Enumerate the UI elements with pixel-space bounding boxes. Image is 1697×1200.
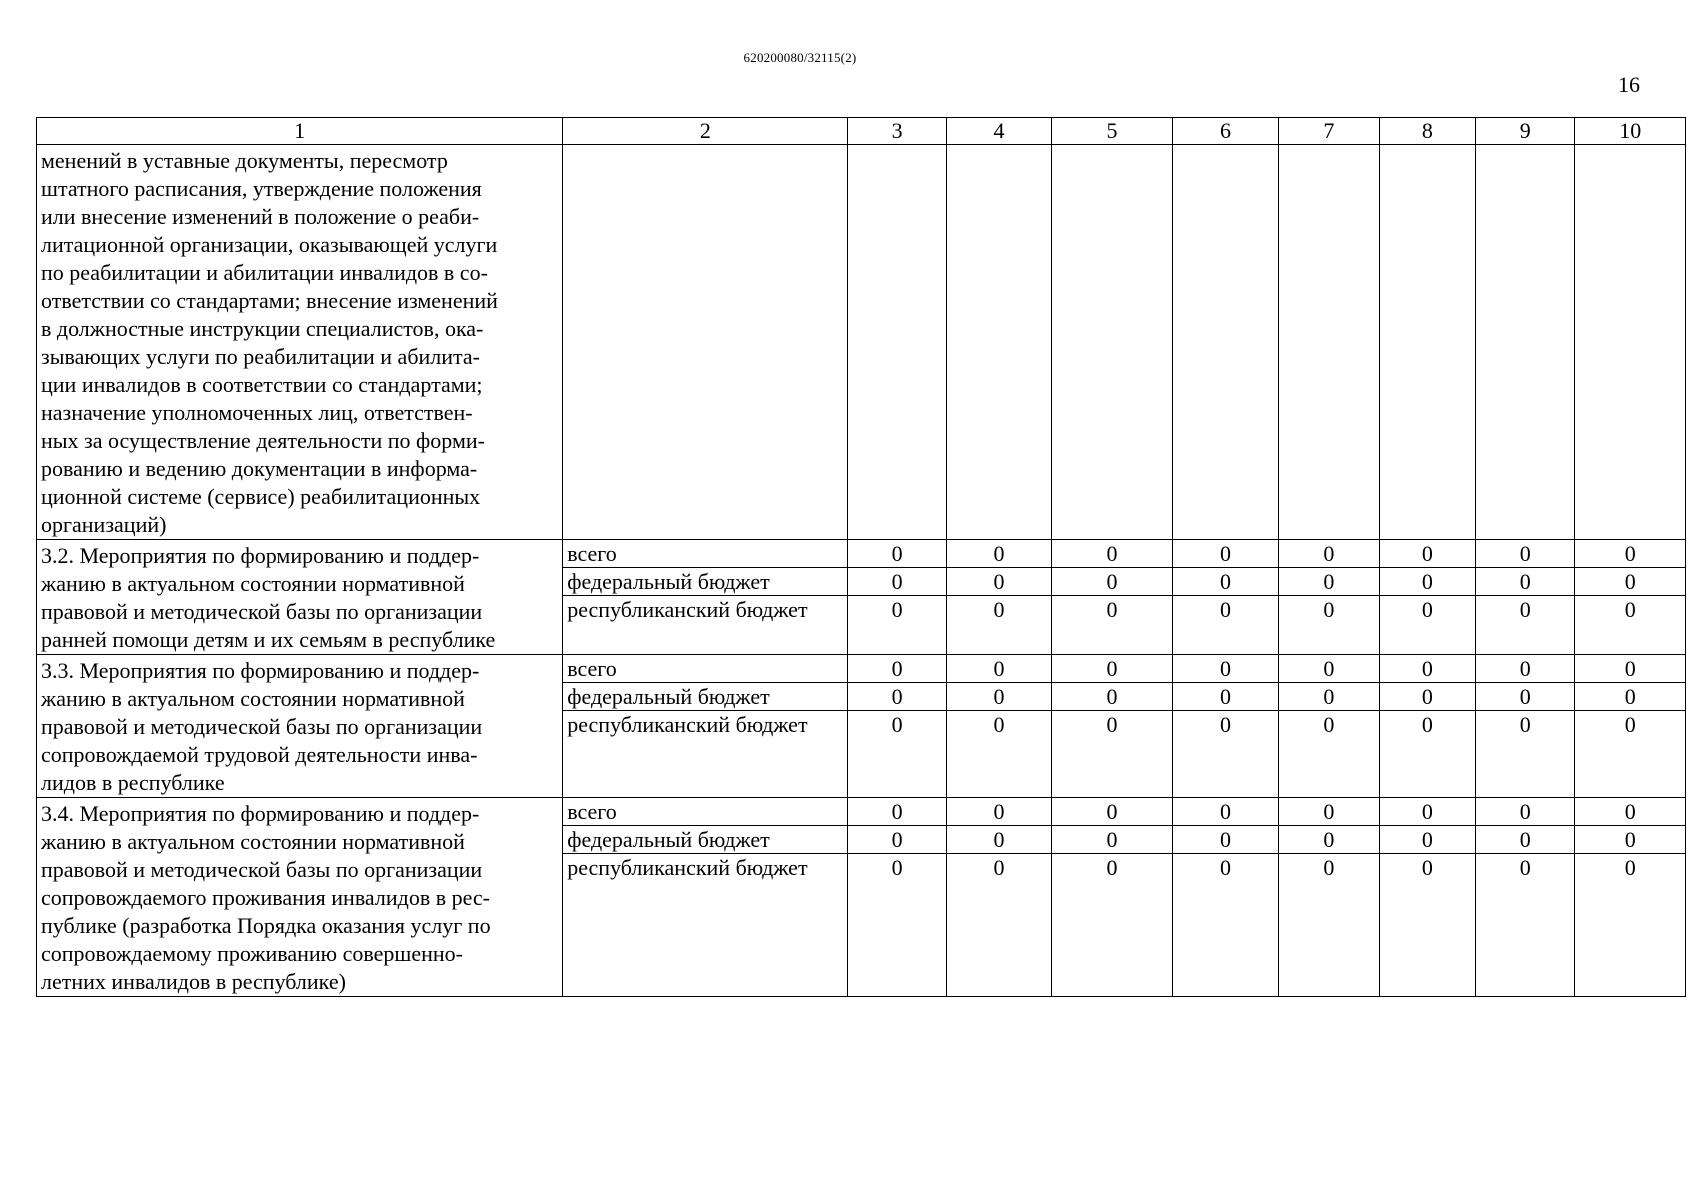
value-cell: 0 — [947, 568, 1051, 596]
value-cell: 0 — [1279, 568, 1378, 596]
value-column-cell — [1279, 655, 1379, 798]
value-cell: 0 — [947, 683, 1051, 711]
value-cell: 0 — [1106, 712, 1118, 737]
document-code: 620200080/32115(2) — [743, 50, 857, 65]
measure-description: 3.4. Мероприятия по формированию и поддер- жанию в актуальном состоянии нормативной правовой и методической базы по организации сопровождаемого проживания инвалидов в рес- публике (разработка Порядка оказания услуг по сопровождаемому проживанию совершенно- летних инвалидов в республике) — [37, 798, 563, 997]
empty-cell — [1379, 145, 1475, 540]
value-cell: 0 — [1106, 597, 1118, 622]
value-cell: 0 — [1575, 655, 1685, 683]
value-column-cell — [1052, 540, 1173, 655]
value-cell: 0 — [848, 826, 945, 854]
value-column-cell — [1279, 540, 1379, 655]
value-cell: 0 — [1173, 540, 1278, 568]
value-cell: 0 — [1476, 683, 1574, 711]
column-header: 5 — [1052, 118, 1173, 145]
value-cell: 0 — [1106, 855, 1118, 880]
funding-source-cell — [563, 540, 848, 655]
value-column-cell — [1476, 798, 1575, 997]
measure-description: 3.2. Мероприятия по формированию и поддер- жанию в актуальном состоянии нормативной правовой и методической базы по организации ранней помощи детям и их семьям в республике — [37, 540, 563, 655]
funding-source-label: федеральный бюджет — [563, 683, 847, 711]
value-column-cell — [1476, 655, 1575, 798]
value-cell: 0 — [1624, 597, 1636, 622]
funding-source-label: федеральный бюджет — [563, 568, 847, 596]
empty-cell — [1172, 145, 1278, 540]
column-header: 3 — [848, 118, 946, 145]
value-cell: 0 — [1219, 855, 1231, 880]
value-column-cell — [1279, 798, 1379, 997]
value-cell: 0 — [1219, 597, 1231, 622]
value-cell: 0 — [1052, 540, 1172, 568]
value-cell: 0 — [1476, 798, 1574, 826]
value-cell: 0 — [1575, 683, 1685, 711]
value-cell: 0 — [1421, 597, 1433, 622]
table-row — [37, 798, 1686, 997]
value-cell: 0 — [1380, 540, 1475, 568]
value-column-cell — [848, 540, 946, 655]
value-cell: 0 — [1575, 568, 1685, 596]
value-cell: 0 — [1575, 798, 1685, 826]
value-cell: 0 — [1052, 655, 1172, 683]
value-column-cell — [946, 655, 1051, 798]
value-column-cell — [848, 655, 946, 798]
value-cell: 0 — [891, 597, 903, 622]
value-cell: 0 — [1323, 597, 1335, 622]
value-cell: 0 — [1052, 568, 1172, 596]
measure-description: 3.3. Мероприятия по формированию и поддер- жанию в актуальном состоянии нормативной правовой и методической базы по организации сопровождаемой трудовой деятельности инва- лидов в республике — [37, 655, 563, 798]
value-cell: 0 — [1052, 798, 1172, 826]
value-cell: 0 — [1519, 855, 1531, 880]
value-cell: 0 — [1380, 568, 1475, 596]
empty-cell — [1575, 145, 1686, 540]
table-row-continued — [37, 145, 1686, 540]
value-cell: 0 — [1279, 683, 1378, 711]
value-cell: 0 — [1476, 540, 1574, 568]
value-column-cell — [1575, 655, 1686, 798]
value-cell: 0 — [1279, 655, 1378, 683]
value-cell: 0 — [1279, 798, 1378, 826]
value-cell: 0 — [1052, 683, 1172, 711]
value-column-cell — [1172, 540, 1278, 655]
value-cell: 0 — [1380, 683, 1475, 711]
funding-source-label: федеральный бюджет — [563, 826, 847, 854]
column-number-row — [37, 118, 1686, 145]
value-cell: 0 — [993, 855, 1005, 880]
value-cell: 0 — [1173, 683, 1278, 711]
value-cell: 0 — [1380, 798, 1475, 826]
column-header: 10 — [1575, 118, 1686, 145]
empty-cell — [1476, 145, 1575, 540]
value-cell: 0 — [1421, 712, 1433, 737]
empty-cell — [1279, 145, 1379, 540]
value-cell: 0 — [1421, 855, 1433, 880]
value-cell: 0 — [1476, 826, 1574, 854]
continued-description: менений в уставные документы, пересмотр штатного расписания, утверждение положения или внесение изменений в положение о реаби- литационной организации, оказывающей услуги по реабилитации и абилитации инвалидов в со- ответствии со стандартами; внесение изменений в должностные инструкции специалистов, ока- зывающих услуги по реабилитации и абилита- ции инвалидов в соответствии со стандартами; назначение уполномоченных лиц, ответствен- ных за осуществление деятельности по форми- рованию и ведению документации в информа- ционной системе (сервисе) реабилитационных организаций) — [37, 145, 563, 540]
funding-source-label: всего — [563, 540, 847, 568]
value-cell: 0 — [1476, 568, 1574, 596]
value-cell: 0 — [1575, 540, 1685, 568]
value-cell: 0 — [1624, 855, 1636, 880]
value-cell: 0 — [1323, 855, 1335, 880]
page-number: 16 — [1618, 72, 1640, 97]
value-column-cell — [1575, 798, 1686, 997]
empty-cell — [563, 145, 848, 540]
table-row — [37, 540, 1686, 655]
value-cell: 0 — [947, 826, 1051, 854]
value-cell: 0 — [848, 655, 945, 683]
value-cell: 0 — [848, 540, 945, 568]
column-header: 7 — [1279, 118, 1379, 145]
value-column-cell — [1052, 798, 1173, 997]
value-column-cell — [946, 798, 1051, 997]
value-column-cell — [1476, 540, 1575, 655]
value-column-cell — [1379, 655, 1475, 798]
funding-source-label: республиканский бюджет — [567, 855, 808, 880]
value-cell: 0 — [848, 568, 945, 596]
value-column-cell — [1379, 540, 1475, 655]
value-column-cell — [1379, 798, 1475, 997]
column-header: 6 — [1172, 118, 1278, 145]
value-cell: 0 — [1519, 597, 1531, 622]
value-cell: 0 — [1323, 712, 1335, 737]
value-column-cell — [946, 540, 1051, 655]
value-cell: 0 — [1052, 826, 1172, 854]
empty-cell — [848, 145, 946, 540]
value-cell: 0 — [1173, 568, 1278, 596]
funding-source-label: республиканский бюджет — [567, 712, 808, 737]
value-column-cell — [1575, 540, 1686, 655]
funding-source-label: всего — [563, 798, 847, 826]
value-column-cell — [848, 798, 946, 997]
value-cell: 0 — [1380, 655, 1475, 683]
value-cell: 0 — [947, 540, 1051, 568]
value-cell: 0 — [947, 655, 1051, 683]
column-header: 4 — [946, 118, 1051, 145]
value-cell: 0 — [993, 597, 1005, 622]
empty-cell — [946, 145, 1051, 540]
value-cell: 0 — [1219, 712, 1231, 737]
value-column-cell — [1172, 655, 1278, 798]
value-cell: 0 — [947, 798, 1051, 826]
empty-cell — [1052, 145, 1173, 540]
value-cell: 0 — [993, 712, 1005, 737]
value-cell: 0 — [1173, 798, 1278, 826]
value-cell: 0 — [891, 855, 903, 880]
table-row — [37, 655, 1686, 798]
funding-source-label: всего — [563, 655, 847, 683]
value-column-cell — [1052, 655, 1173, 798]
value-cell: 0 — [1279, 826, 1378, 854]
funding-source-label: республиканский бюджет — [567, 597, 808, 622]
column-header: 2 — [563, 118, 848, 145]
column-header: 1 — [37, 118, 563, 145]
value-column-cell — [1172, 798, 1278, 997]
value-cell: 0 — [1476, 655, 1574, 683]
value-cell: 0 — [1519, 712, 1531, 737]
budget-table — [36, 117, 1686, 997]
column-header: 8 — [1379, 118, 1475, 145]
value-cell: 0 — [1624, 712, 1636, 737]
value-cell: 0 — [848, 798, 945, 826]
value-cell: 0 — [848, 683, 945, 711]
funding-source-cell — [563, 655, 848, 798]
value-cell: 0 — [891, 712, 903, 737]
funding-source-cell — [563, 798, 848, 997]
value-cell: 0 — [1173, 655, 1278, 683]
value-cell: 0 — [1575, 826, 1685, 854]
column-header: 9 — [1476, 118, 1575, 145]
value-cell: 0 — [1279, 540, 1378, 568]
value-cell: 0 — [1380, 826, 1475, 854]
value-cell: 0 — [1173, 826, 1278, 854]
